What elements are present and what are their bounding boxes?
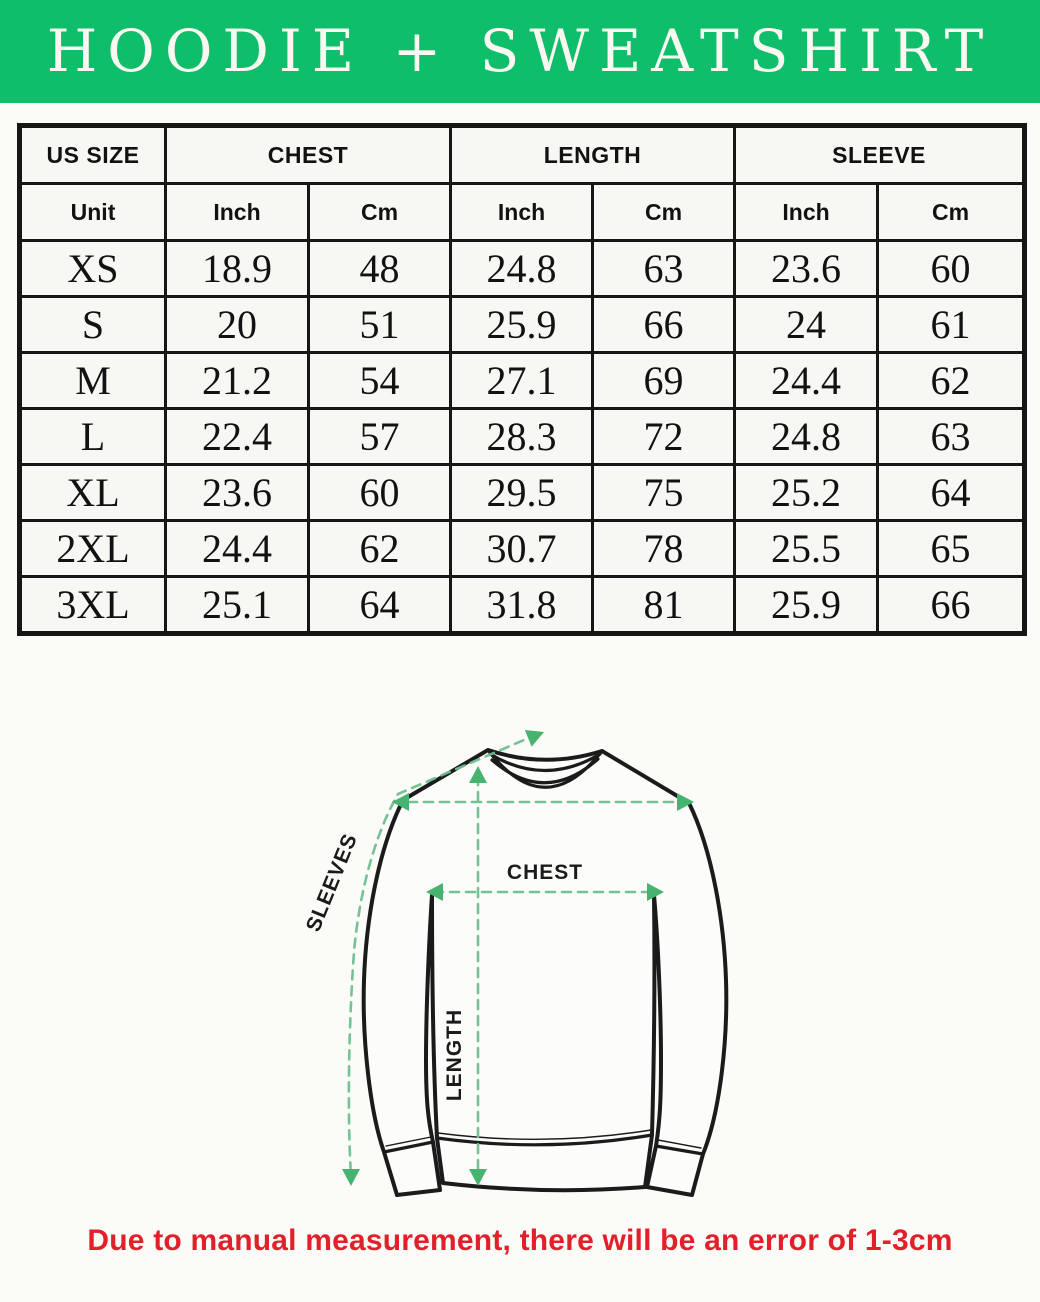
measurement-cell: 25.2 xyxy=(735,465,878,521)
measurement-cell: 31.8 xyxy=(451,577,593,634)
size-chart-table xyxy=(17,123,1027,636)
arrow-up-right-icon xyxy=(525,724,548,747)
sweatshirt-outline xyxy=(364,750,727,1195)
measurement-cell: 75 xyxy=(593,465,735,521)
col-header-chest: CHEST xyxy=(166,126,451,184)
unit-cell: Cm xyxy=(593,184,735,241)
table-row xyxy=(20,577,1025,634)
col-header-us-size: US SIZE xyxy=(20,126,166,184)
table-row xyxy=(20,521,1025,577)
measurement-cell: 27.1 xyxy=(451,353,593,409)
size-table-body xyxy=(20,241,1025,634)
measurement-cell: 63 xyxy=(878,409,1025,465)
unit-cell: Inch xyxy=(735,184,878,241)
measurement-cell: 21.2 xyxy=(166,353,309,409)
measurement-cell: 30.7 xyxy=(451,521,593,577)
unit-cell: Cm xyxy=(309,184,451,241)
chest-measure-label: CHEST xyxy=(506,861,584,884)
col-header-sleeve: SLEEVE xyxy=(735,126,1025,184)
unit-cell: Inch xyxy=(451,184,593,241)
measurement-cell: 23.6 xyxy=(735,241,878,297)
size-label-cell: L xyxy=(20,409,166,465)
measurement-cell: 61 xyxy=(878,297,1025,353)
unit-header-row xyxy=(20,184,1025,241)
col-header-length: LENGTH xyxy=(451,126,735,184)
table-row xyxy=(20,353,1025,409)
measurement-cell: 60 xyxy=(309,465,451,521)
measurement-cell: 62 xyxy=(878,353,1025,409)
measurement-cell: 81 xyxy=(593,577,735,634)
size-label-cell: XL xyxy=(20,465,166,521)
table-row xyxy=(20,241,1025,297)
measurement-cell: 24.8 xyxy=(735,409,878,465)
page-title: HOODIE + SWEATSHIRT xyxy=(46,16,994,85)
size-label-cell: XS xyxy=(20,241,166,297)
measurement-cell: 23.6 xyxy=(166,465,309,521)
length-measure-label: LENGTH xyxy=(443,1008,466,1102)
table-row xyxy=(20,297,1025,353)
measurement-cell: 22.4 xyxy=(166,409,309,465)
measurement-cell: 66 xyxy=(878,577,1025,634)
size-label-cell: S xyxy=(20,297,166,353)
measurement-cell: 69 xyxy=(593,353,735,409)
group-header-row xyxy=(20,126,1025,184)
measurement-cell: 28.3 xyxy=(451,409,593,465)
measurement-cell: 48 xyxy=(309,241,451,297)
measurement-cell: 24.8 xyxy=(451,241,593,297)
unit-cell: Unit xyxy=(20,184,166,241)
measurement-cell: 60 xyxy=(878,241,1025,297)
size-label-cell: 2XL xyxy=(20,521,166,577)
measurement-cell: 63 xyxy=(593,241,735,297)
measurement-cell: 65 xyxy=(878,521,1025,577)
measurement-cell: 25.9 xyxy=(735,577,878,634)
measurement-cell: 66 xyxy=(593,297,735,353)
measurement-cell: 62 xyxy=(309,521,451,577)
table-row xyxy=(20,409,1025,465)
arrow-down-icon xyxy=(342,1169,360,1186)
measurement-cell: 54 xyxy=(309,353,451,409)
unit-cell: Cm xyxy=(878,184,1025,241)
measurement-cell: 25.9 xyxy=(451,297,593,353)
measurement-cell: 64 xyxy=(878,465,1025,521)
measurement-cell: 18.9 xyxy=(166,241,309,297)
size-label-cell: 3XL xyxy=(20,577,166,634)
measurement-cell: 64 xyxy=(309,577,451,634)
measurement-cell: 24 xyxy=(735,297,878,353)
measurement-cell: 57 xyxy=(309,409,451,465)
size-label-cell: M xyxy=(20,353,166,409)
measurement-cell: 25.1 xyxy=(166,577,309,634)
sweatshirt-diagram xyxy=(280,690,800,1220)
measurement-cell: 24.4 xyxy=(166,521,309,577)
banner xyxy=(0,0,1040,103)
sleeves-measure-label: SLEEVES xyxy=(301,830,363,936)
measurement-cell: 24.4 xyxy=(735,353,878,409)
measurement-cell: 72 xyxy=(593,409,735,465)
unit-cell: Inch xyxy=(166,184,309,241)
measurement-disclaimer: Due to manual measurement, there will be an error of 1-3cm xyxy=(87,1224,953,1257)
measurement-cell: 29.5 xyxy=(451,465,593,521)
measurement-cell: 78 xyxy=(593,521,735,577)
table-row xyxy=(20,465,1025,521)
measurement-cell: 51 xyxy=(309,297,451,353)
measurement-cell: 20 xyxy=(166,297,309,353)
measurement-cell: 25.5 xyxy=(735,521,878,577)
